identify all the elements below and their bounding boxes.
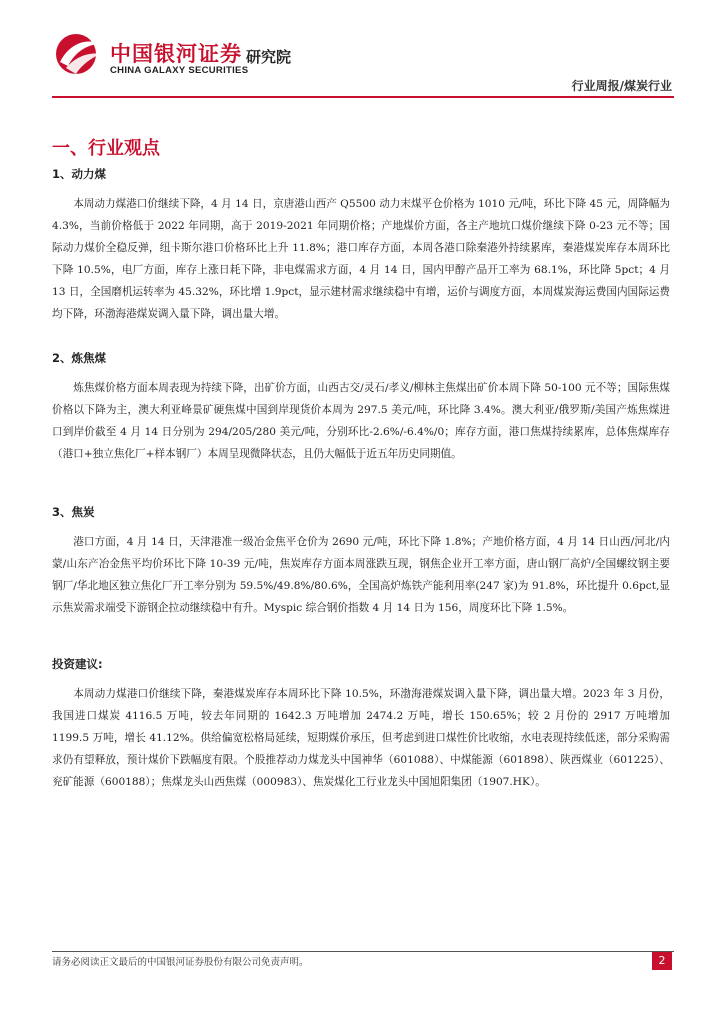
section-thermal-coal — [52, 166, 674, 325]
footer-disclaimer: 请务必阅读正文最后的中国银河证券股份有限公司免责声明。 — [52, 957, 309, 968]
brand-subtitle: 研究院 — [246, 48, 292, 66]
brand-name-en: CHINA GALAXY SECURITIES — [110, 65, 249, 76]
section-title: 一、行业观点 — [52, 138, 160, 159]
brand-name-cn: 中国银河证券 — [110, 42, 242, 66]
section-coke — [52, 504, 674, 619]
page-header — [0, 0, 724, 100]
section-body: 本周动力煤港口价继续下降，秦港煤炭库存本周环比下降 10.5%，环渤海港煤炭调入量下降，调出量大增。2023 年 3 月份，我国进口煤炭 4116.5 万吨，较去年同期的 1642.3 万吨增加 2474.2 万吨，增长 150.65%；较 2 月份的 2917 万吨增加 1199.5 万吨，增长 41.12%。供给偏宽松格局延续，短期煤价承压，但考虑到进口煤性价比收缩，水电表现持续低迷，部分采购需求仍有望释放，预计煤价下跌幅度有限。个股推荐动力煤龙头中国神华（601088）、中煤能源（601898）、陕西煤业（601225）、兖矿能源（600188）；焦煤龙头山西焦煤（000983）、焦炭煤化工行业龙头中国旭阳集团（1907.HK）。 — [52, 688, 670, 788]
section-heading: 投资建议: — [52, 657, 103, 671]
section-heading: 1、动力煤 — [52, 167, 107, 181]
galaxy-logo-icon — [54, 32, 102, 76]
section-body: 港口方面，4 月 14 日，天津港准一级冶金焦平仓价为 2690 元/吨，环比下降 1.8%；产地价格方面，4 月 14 日山西/河北/内蒙/山东产冶金焦平均价环比下降 10-39 元/吨，焦炭库存方面本周涨跌互现，钢焦企业开工率方面，唐山钢厂高炉/全国螺纹钢主要钢厂/华北地区独立焦化厂开工率分别为 59.5%/49.8%/80.6%，全国高炉炼铁产能利用率(247 家)为 91.8%，环比提升 0.6pct,显示焦炭需求端受下游钢企拉动继续稳中有升。Myspic 综合钢价指数 4 月 14 日为 156，周度环比下降 1.5%。 — [52, 536, 670, 614]
section-heading: 2、炼焦煤 — [52, 351, 107, 365]
header-divider — [52, 96, 674, 98]
section-heading: 3、焦炭 — [52, 505, 95, 519]
section-body: 本周动力煤港口价继续下降，4 月 14 日，京唐港山西产 Q5500 动力末煤平仓价格为 1010 元/吨，环比下降 45 元，周降幅为 4.3%，当前价格低于 2022 年同期，高于 2019-2021 年同期价格；产地煤价方面，各主产地坑口煤价继续下降 0-23 元不等；国际动力煤价全稳反弹，纽卡斯尔港口价格环比上升 11.8%；港口库存方面，本周各港口除秦港外持续累库，秦港煤炭库存本周环比下降 10.5%，电厂方面，库存上涨日耗下降，非电煤需求方面，4 月 14 日，国内甲醇产品开工率为 68.1%，环比降 5pct；4 月 13 日，全国磨机运转率为 45.32%，环比增 1.9pct，显示建材需求继续稳中有增，运价与调度方面，本周煤炭海运费国内国际运费均下降，环渤海港煤炭调入量下降，调出量大增。 — [52, 198, 670, 320]
report-type-label: 行业周报/煤炭行业 — [571, 79, 672, 93]
section-body: 炼焦煤价格方面本周表现为持续下降，出矿价方面，山西古交/灵石/孝义/柳林主焦煤出矿价本周下降 50-100 元不等；国际焦煤价格以下降为主，澳大利亚峰景矿硬焦煤中国到岸现货价本周为 297.5 美元/吨，环比降 3.4%。澳大利亚/俄罗斯/美国产炼焦煤进口到岸价截至 4 月 14 日分别为 294/205/280 美元/吨，分别环比-2.6%/-6.4%/0；库存方面，港口焦煤持续累库，总体焦煤库存（港口+独立焦化厂+样本钢厂）本周呈现微降状态，且仍大幅低于近五年历史同期值。 — [52, 382, 670, 460]
section-coking-coal — [52, 350, 674, 465]
page-number: 2 — [652, 952, 672, 970]
section-investment-advice — [52, 656, 674, 793]
footer-divider — [52, 951, 674, 952]
